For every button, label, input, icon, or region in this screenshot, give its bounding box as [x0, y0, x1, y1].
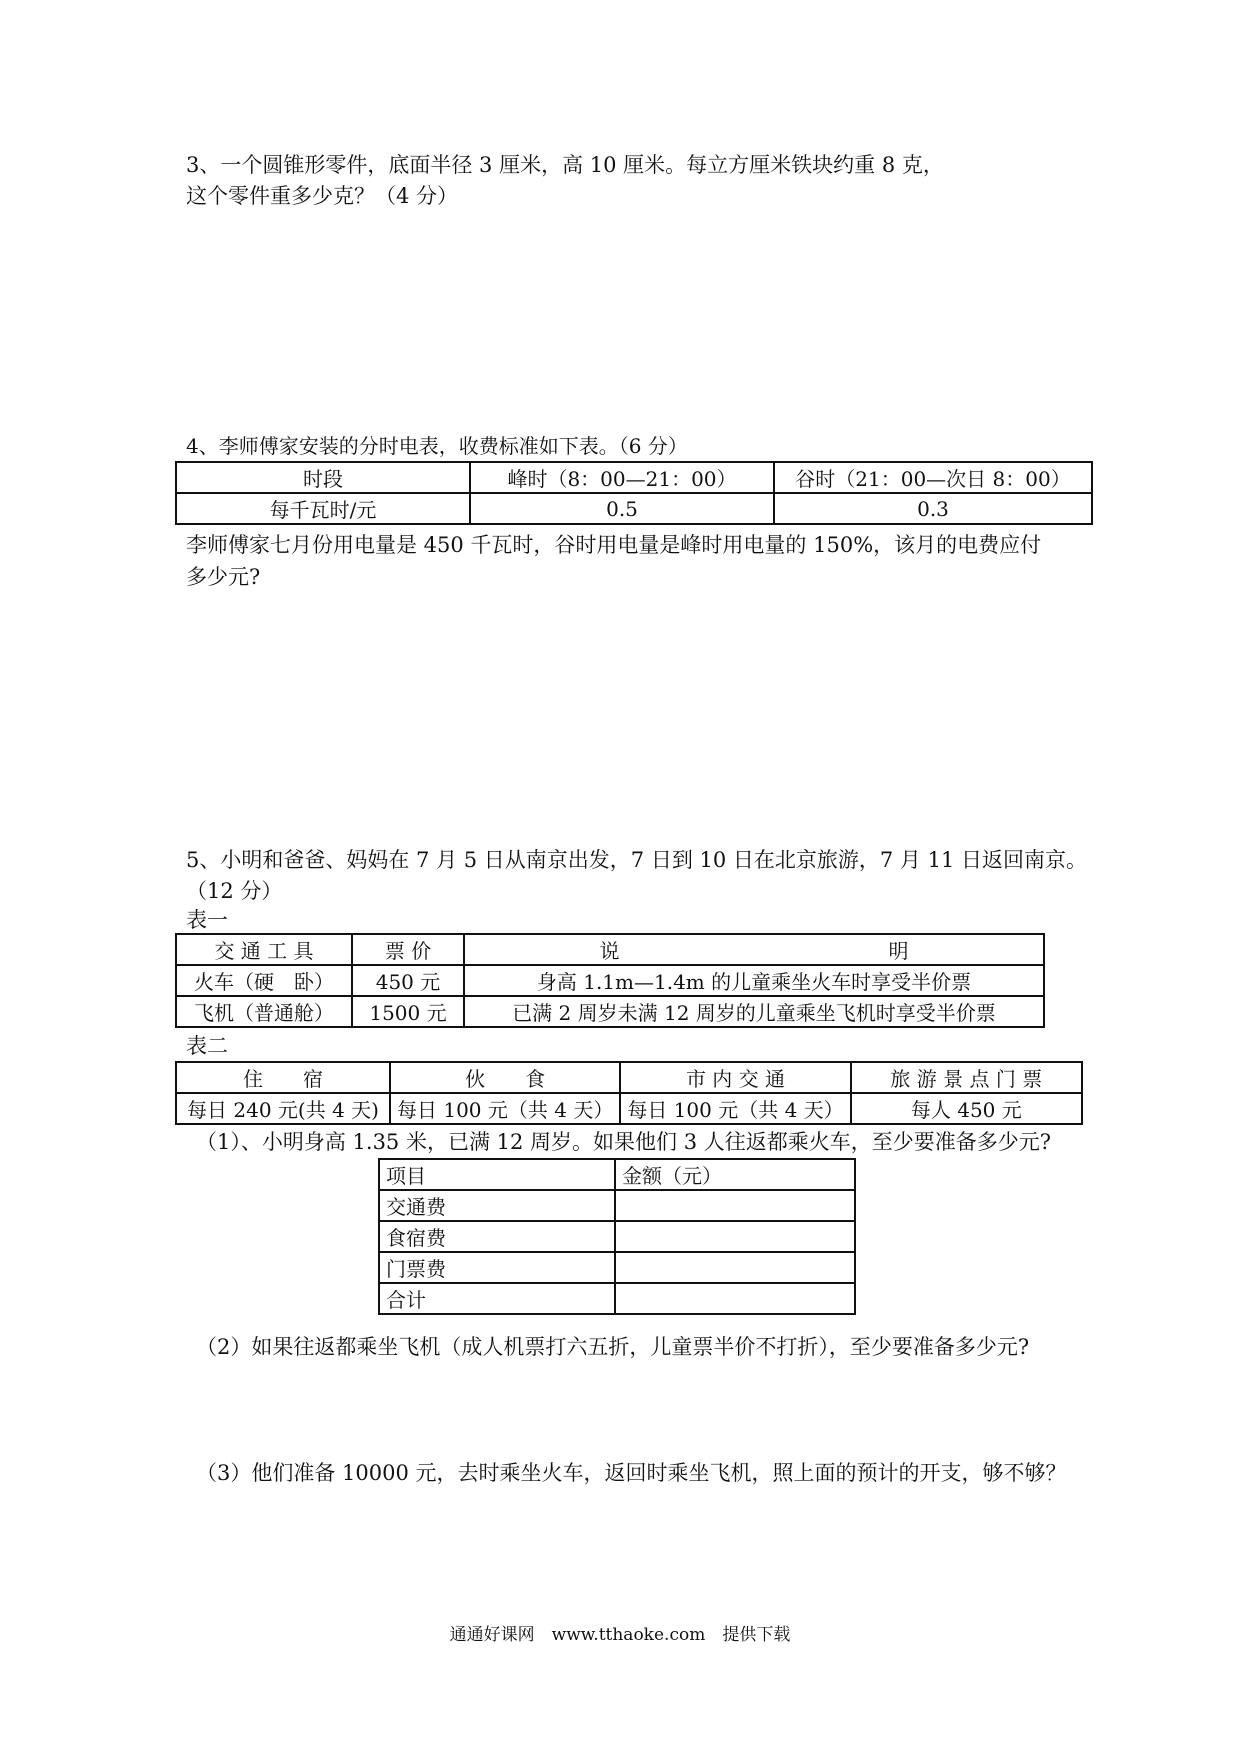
expense-header-food: 伙 食 [390, 1062, 620, 1093]
q5-line-1: 5、小明和爸爸、妈妈在 7 月 5 日从南京出发，7 日到 10 日在北京旅游，7 月 11 日返回南京。 [186, 848, 1087, 872]
answer-row-transport: 交通费 [379, 1190, 615, 1221]
answer-header-item: 项目 [379, 1159, 615, 1190]
expense-header-transit: 市 内 交 通 [620, 1062, 850, 1093]
rate-header-valley: 谷时（21：00—次日 8：00） [774, 462, 1092, 493]
expense-table [175, 1061, 1083, 1125]
q5-sub-1: （1）、小明身高 1.35 米，已满 12 周岁。如果他们 3 人往返都乘火车，至少要准备多少元? [196, 1130, 1052, 1154]
q5-sub-3: （3）他们准备 10000 元，去时乘坐火车，返回时乘坐飞机，照上面的预计的开支，够不够？ [196, 1461, 1067, 1485]
plane-price: 1500 元 [352, 996, 464, 1027]
q4-title: 4、李师傅家安装的分时电表，收费标准如下表。（6 分） [186, 434, 688, 458]
answer-cell-total[interactable] [615, 1283, 855, 1314]
footer-text: 通通好课网 www.tthaoke.com 提供下载 [449, 1625, 791, 1645]
q5-line-2: （12 分） [186, 879, 283, 903]
answer-cell-tickets[interactable] [615, 1252, 855, 1283]
expense-transit: 每日 100 元（共 4 天） [620, 1093, 850, 1124]
train-price: 450 元 [352, 965, 464, 996]
answer-row-tickets: 门票费 [379, 1252, 615, 1283]
train-label: 火车（硬 卧） [176, 965, 352, 996]
electricity-rate-table [175, 461, 1093, 525]
plane-label: 飞机（普通舱） [176, 996, 352, 1027]
answer-cell-food-lodging[interactable] [615, 1221, 855, 1252]
q4-text-1: 李师傅家七月份用电量是 450 千瓦时，谷时用电量是峰时用电量的 150%，该月的电费应付 [186, 533, 1042, 557]
rate-header-peak: 峰时（8：00—21：00） [470, 462, 774, 493]
answer-header-amount: 金额（元） [615, 1159, 855, 1190]
answer-row-food-lodging: 食宿费 [379, 1221, 615, 1252]
expense-lodging: 每日 240 元(共 4 天) [176, 1093, 390, 1124]
transport-header-price: 票 价 [352, 934, 464, 965]
plane-desc: 已满 2 周岁未满 12 周岁的儿童乘坐飞机时享受半价票 [464, 996, 1044, 1027]
rate-valley-value: 0.3 [774, 493, 1092, 524]
rate-peak-value: 0.5 [470, 493, 774, 524]
expense-food: 每日 100 元（共 4 天） [390, 1093, 620, 1124]
expense-header-tickets: 旅 游 景 点 门 票 [851, 1062, 1082, 1093]
answer-cell-transport[interactable] [615, 1190, 855, 1221]
rate-header-period: 时段 [176, 462, 470, 493]
q5-sub-2: （2）如果往返都乘坐飞机（成人机票打六五折，儿童票半价不打折），至少要准备多少元? [196, 1335, 1030, 1359]
transport-header-desc-1: 说 [599, 939, 620, 963]
q3-line-2: 这个零件重多少克？（4 分） [186, 184, 459, 208]
transport-header-desc-cell [464, 934, 1044, 965]
q4-text-2: 多少元? [186, 565, 261, 589]
transport-header-desc-2: 明 [888, 939, 909, 963]
expense-header-lodging: 住 宿 [176, 1062, 390, 1093]
answer-row-total: 合计 [379, 1283, 615, 1314]
answer-table [378, 1158, 856, 1315]
table1-label: 表一 [186, 908, 228, 932]
transport-table [175, 933, 1045, 1028]
transport-header-vehicle: 交 通 工 具 [176, 934, 352, 965]
q3-line-1: 3、一个圆锥形零件，底面半径 3 厘米，高 10 厘米。每立方厘米铁块约重 8 克， [186, 153, 944, 177]
train-desc: 身高 1.1m—1.4m 的儿童乘坐火车时享受半价票 [464, 965, 1044, 996]
table2-label: 表二 [186, 1034, 228, 1058]
expense-tickets: 每人 450 元 [851, 1093, 1082, 1124]
rate-row-label: 每千瓦时/元 [176, 493, 470, 524]
